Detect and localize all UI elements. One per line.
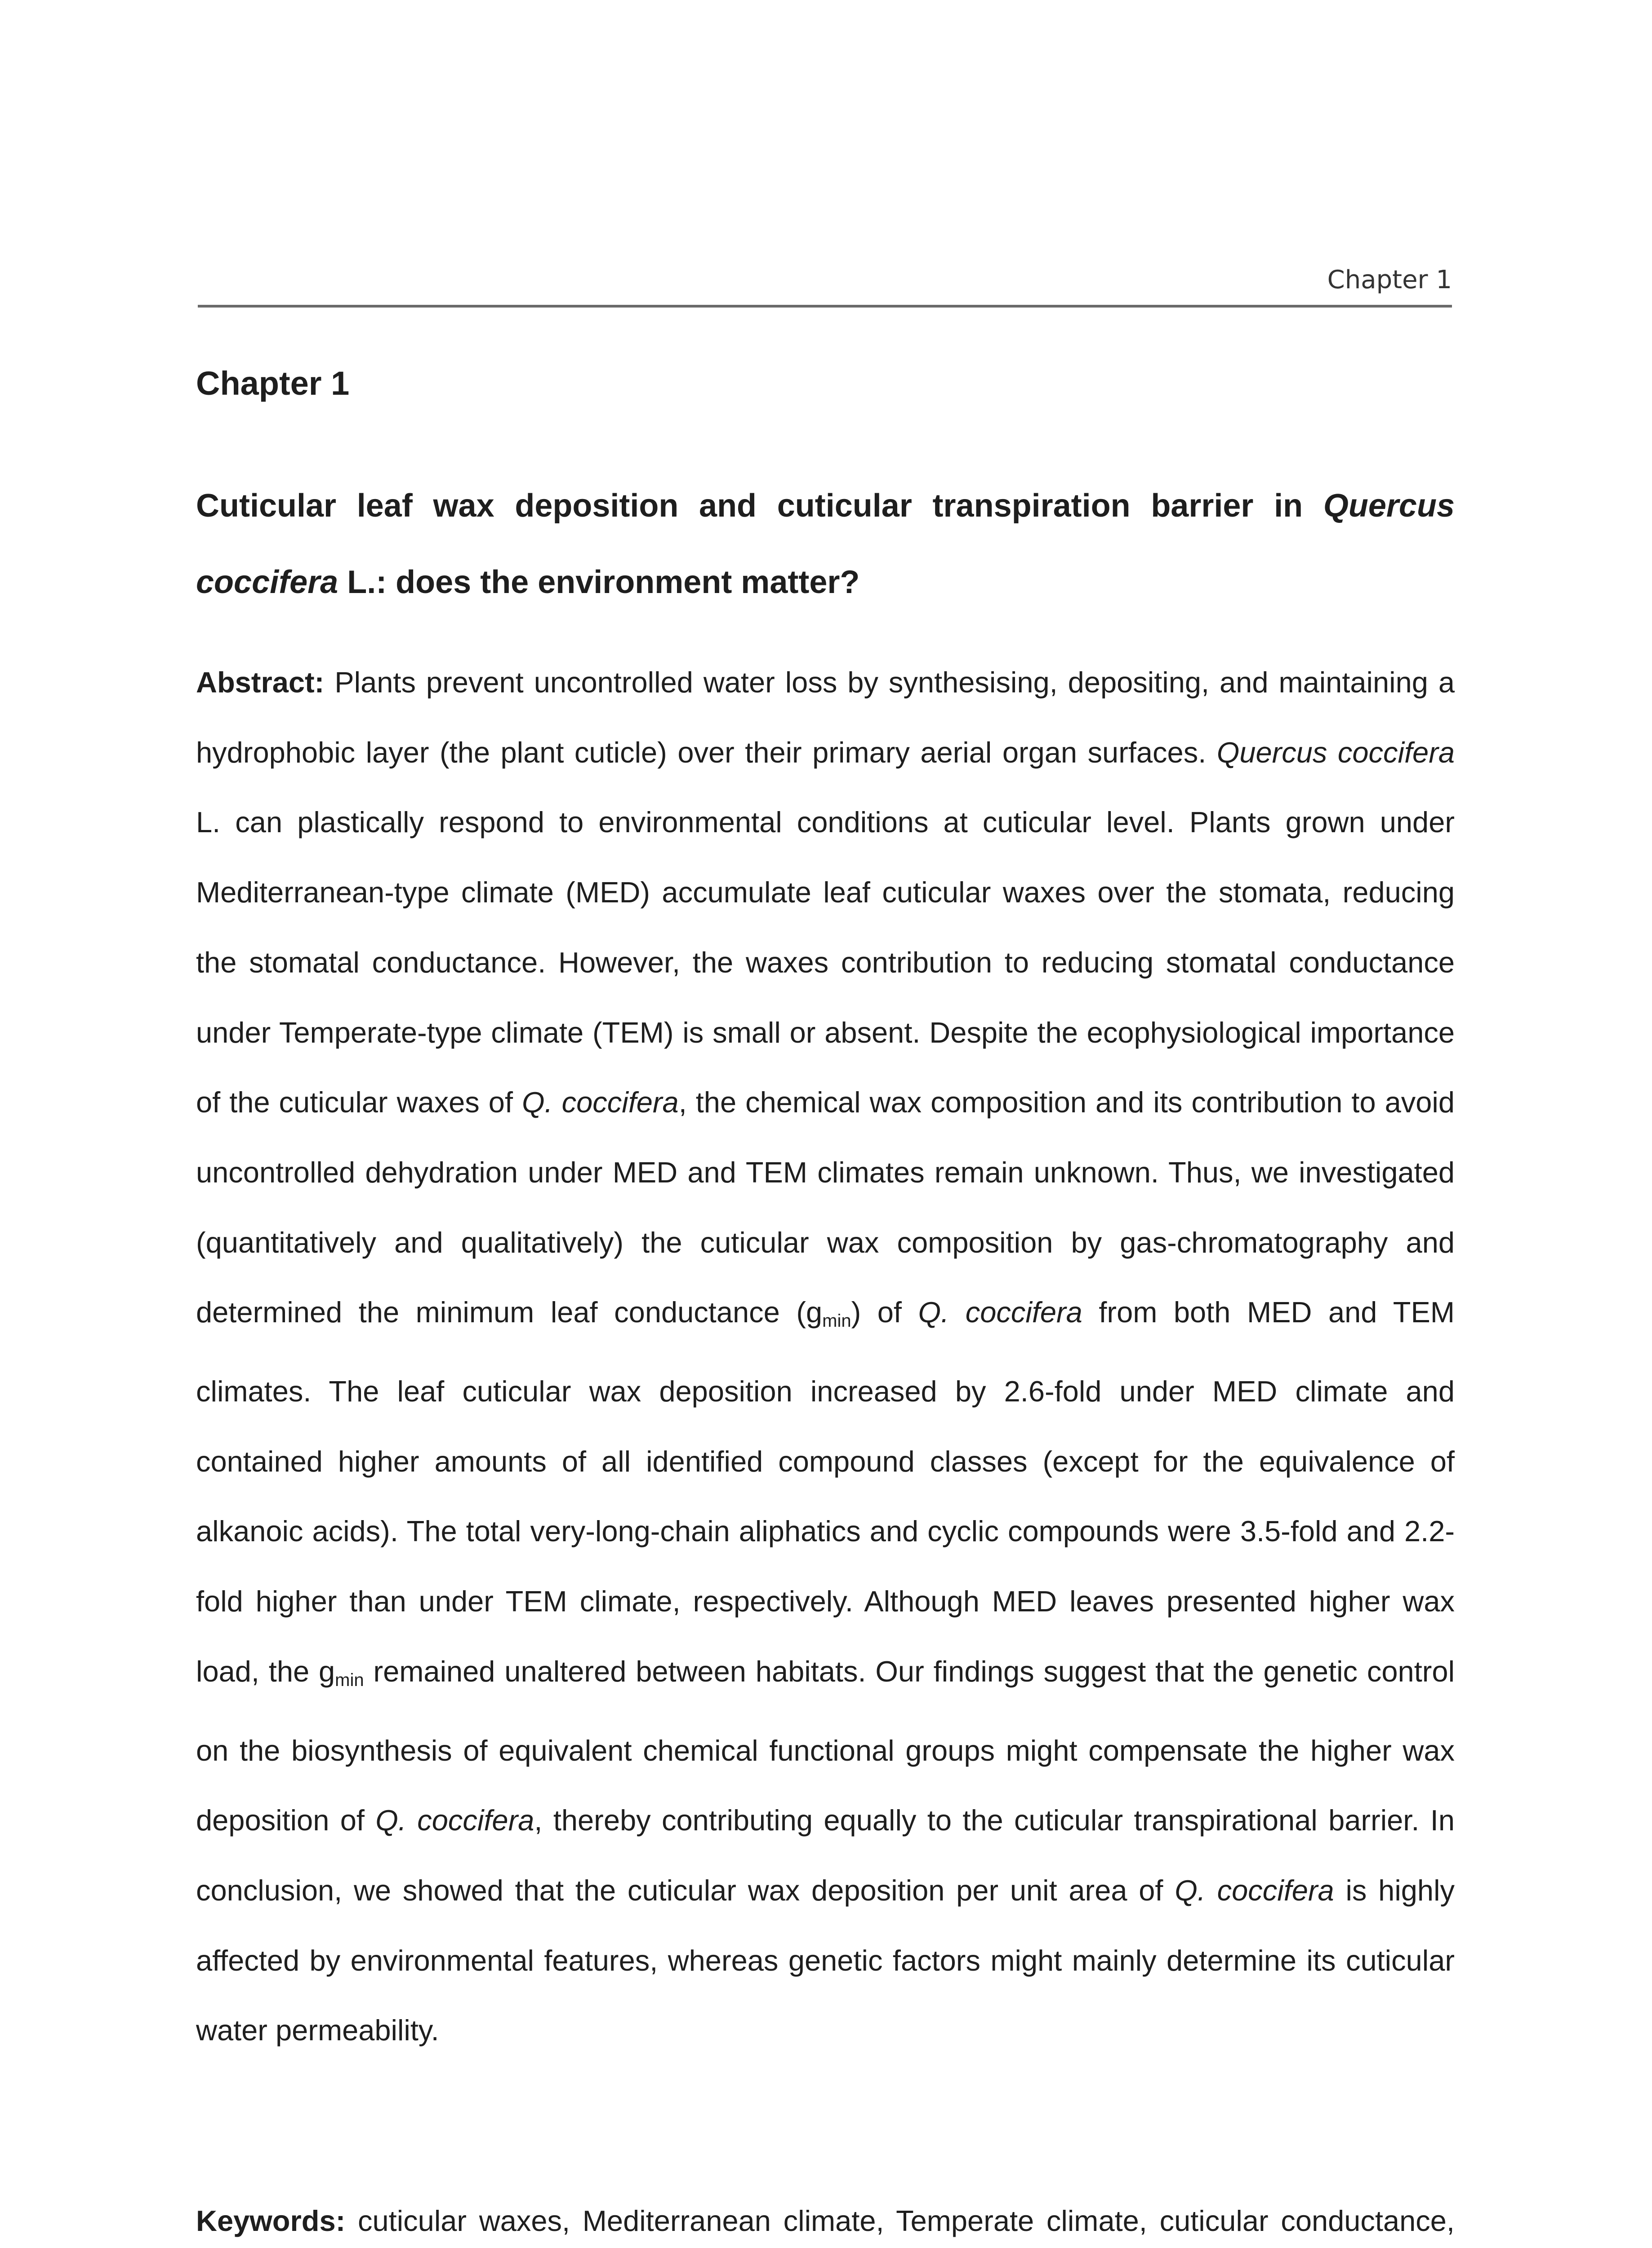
title-species-name: Quercus coccifera <box>196 488 1455 600</box>
abstract-subscript-2: min <box>335 1670 364 1690</box>
abstract-paragraph <box>196 647 1455 2065</box>
abstract-species-5: Q. coccifera <box>1175 1873 1334 1907</box>
chapter-label: Chapter 1 <box>196 365 350 402</box>
title-text-2: L.: does the environment matter? <box>338 564 860 600</box>
keywords-paragraph <box>196 2186 1455 2248</box>
abstract-text-4: ) of <box>851 1296 918 1329</box>
abstract-text-2: L. can plastically respond to environmental conditions at cuticular level. Plants grown under Mediterranean-type climate (MED) accumulate leaf cuticular waxes over the stomata, reducing the stomatal conductance. However, the waxes contribution to reducing stomatal conductance under Temperate-type climate (TEM) is small or absent. Despite the ecophysiological importance of the cuticular waxes of <box>196 806 1455 1119</box>
abstract-species-2: Q. coccifera <box>522 1086 679 1119</box>
abstract-label: Abstract: <box>196 666 325 699</box>
abstract-text-6: remained unaltered between habitats. Our findings suggest that the genetic control on the biosynthesis of equivalent chemical functional groups might compensate the higher wax deposition of <box>196 1655 1455 1837</box>
abstract-species-4: Q. coccifera <box>375 1804 534 1837</box>
header-rule <box>198 305 1452 308</box>
abstract-text-7: , thereby contributing equally to the cuticular transpirational barrier. In conclusion, we showed that the cuticular wax deposition per unit area of <box>196 1804 1455 1907</box>
abstract-text-5: from both MED and TEM climates. The leaf cuticular wax deposition increased by 2.6-fold under MED climate and contained higher amounts of all identified compound classes (except for the equivalence of alkanoic acids). The total very-long-chain aliphatics and cyclic compounds were 3.5-fold and 2.2-fold higher than under TEM climate, respectively. Although MED leaves presented higher wax load, the g <box>196 1296 1455 1688</box>
running-header: Chapter 1 <box>1327 265 1452 294</box>
abstract-species-3: Q. coccifera <box>918 1296 1082 1329</box>
keywords-label: Keywords: <box>196 2204 346 2237</box>
abstract-text-1: Plants prevent uncontrolled water loss by synthesising, depositing, and maintaining a hydrophobic layer (the plant cuticle) over their primary aerial organ surfaces. <box>196 666 1455 769</box>
abstract-subscript-1: min <box>822 1311 851 1331</box>
abstract-text-3: , the chemical wax composition and its contribution to avoid uncontrolled dehydration under MED and TEM climates remain unknown. Thus, we investigated (quantitatively and qualitatively) the cuticular wax composition by gas-chromatography and determined the minimum leaf conductance (g <box>196 1086 1455 1329</box>
abstract-species-1: Quercus coccifera <box>1216 736 1455 769</box>
keywords-text: cuticular waxes, Mediterranean climate, Temperate climate, cuticular conductance, <box>358 2204 1455 2237</box>
title-text-1: Cuticular leaf wax deposition and cuticular transpiration barrier in <box>196 488 1323 524</box>
abstract-text-8: is highly affected by environmental features, whereas genetic factors might mainly determine its cuticular water permeability. <box>196 1873 1455 2047</box>
chapter-title <box>196 468 1455 620</box>
